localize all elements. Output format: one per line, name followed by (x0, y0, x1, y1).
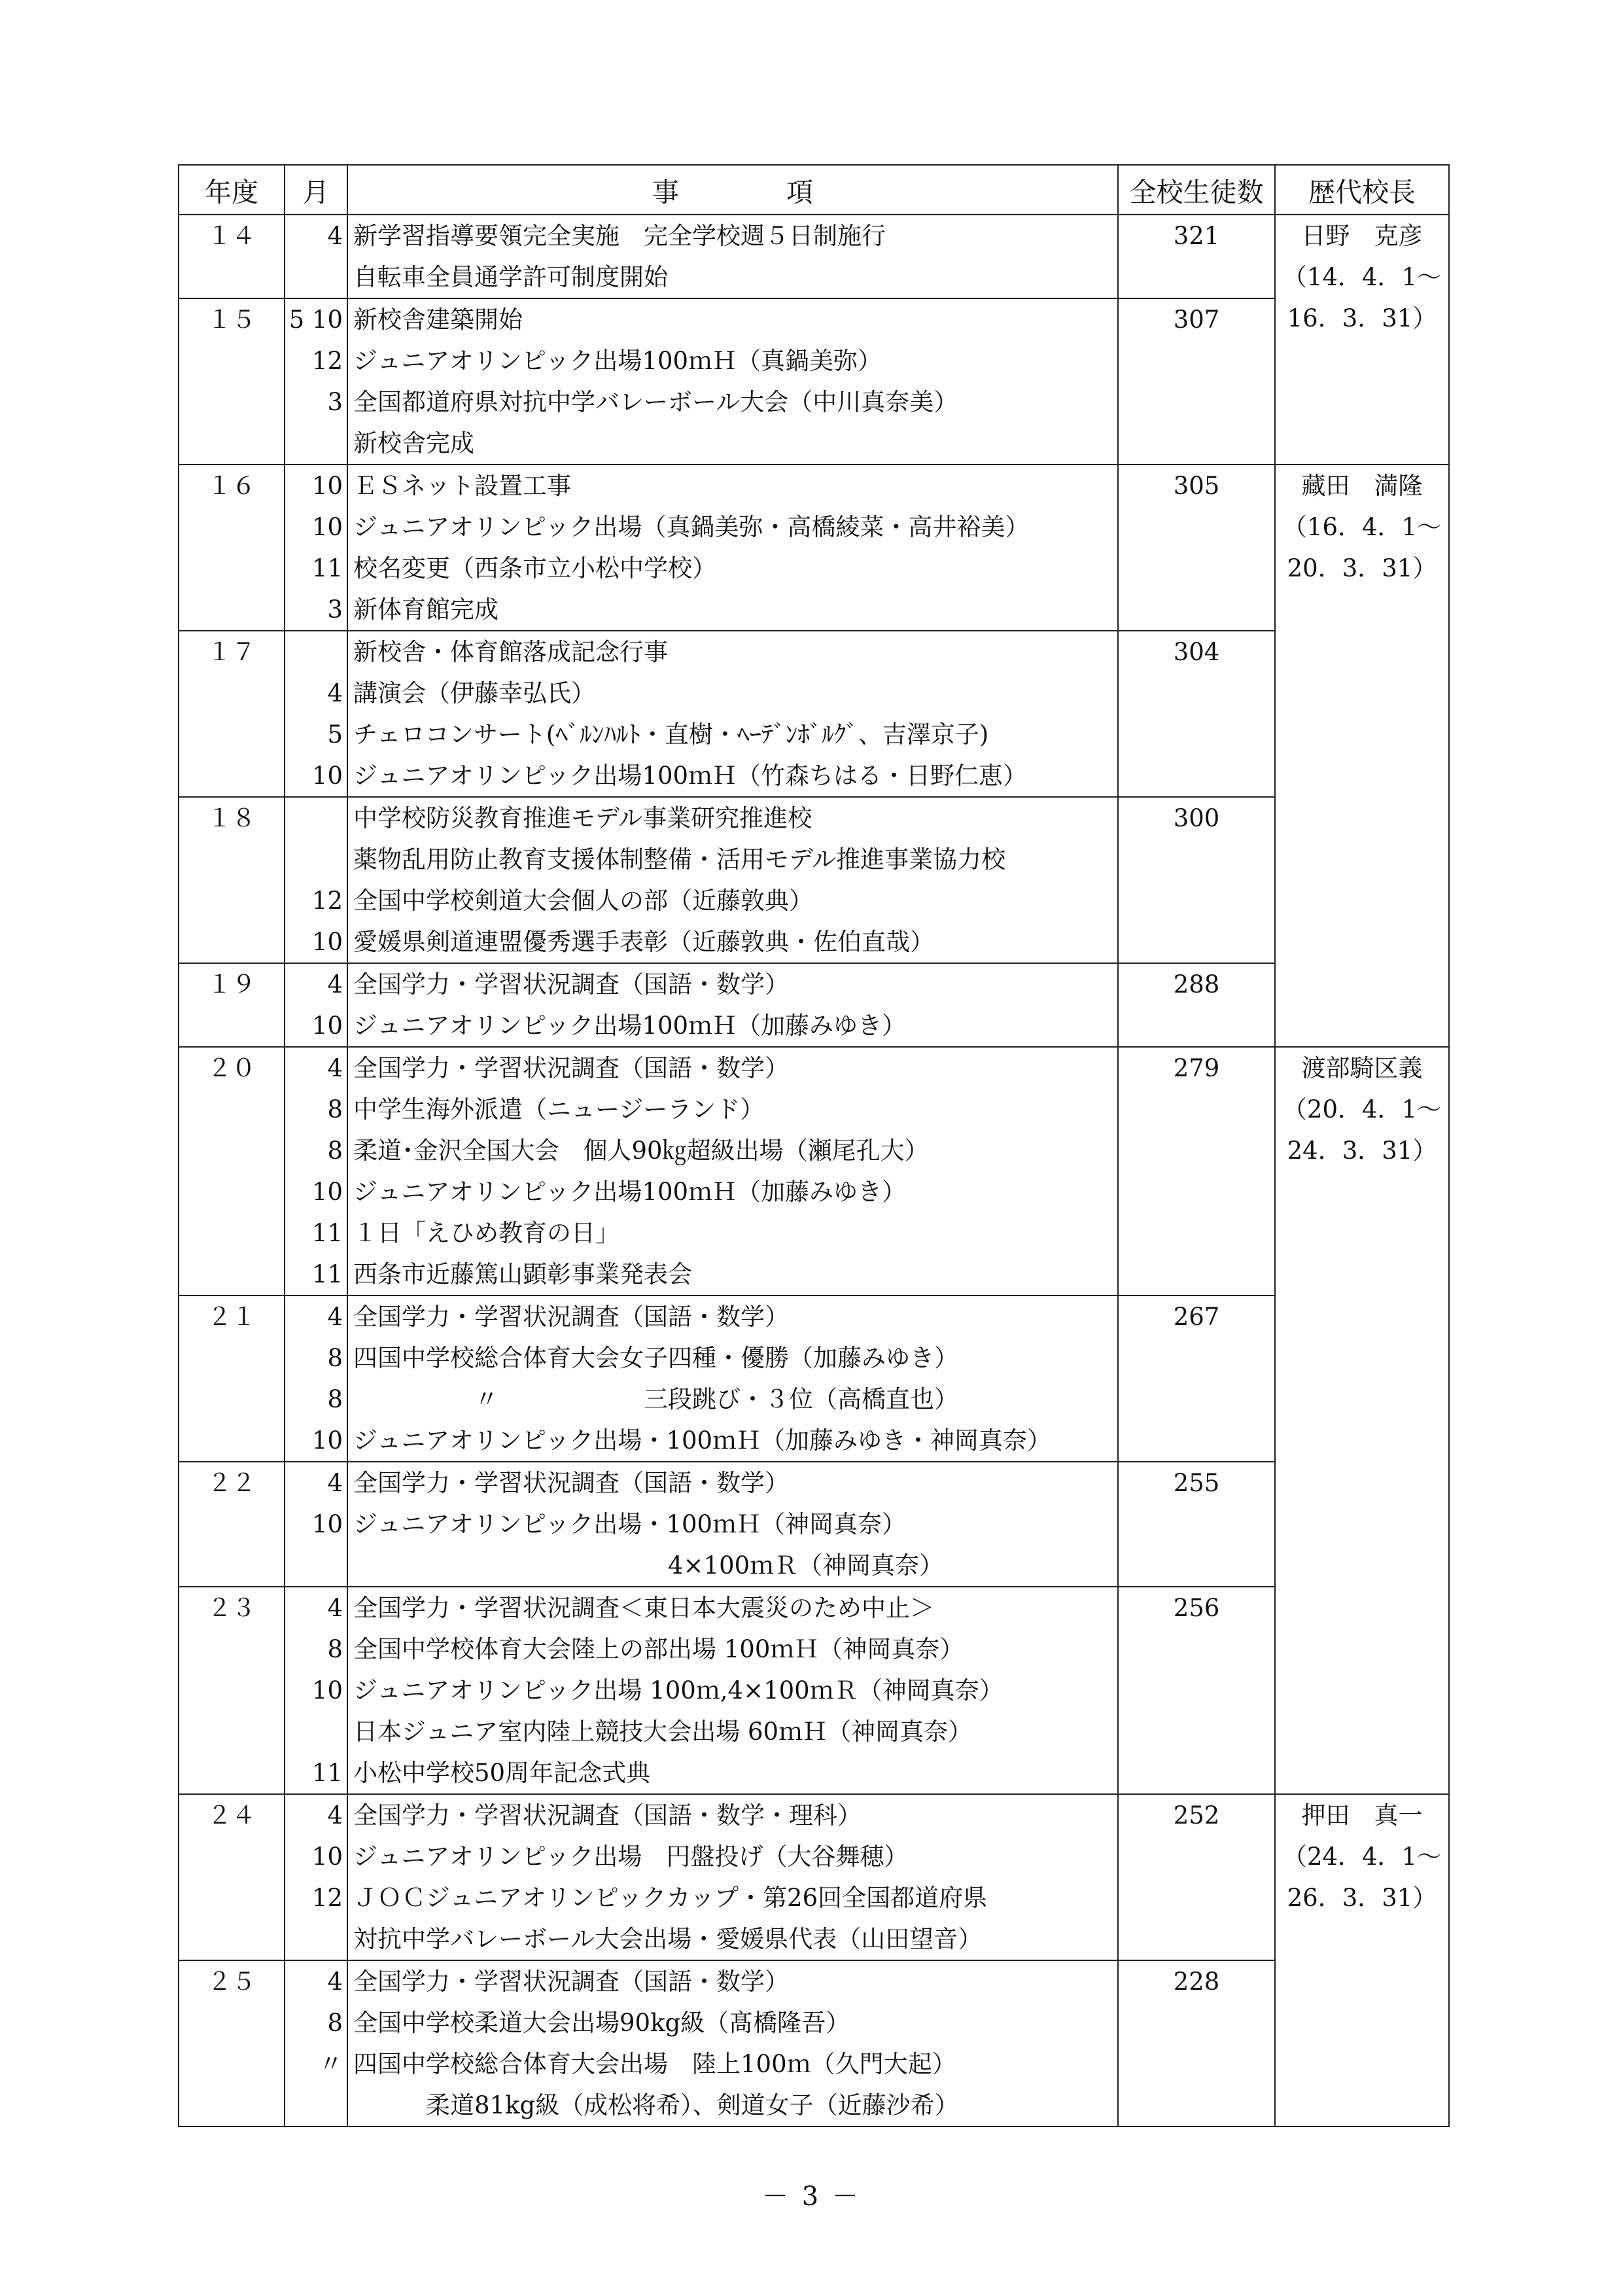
table-row (179, 1296, 1449, 1462)
month-cell (285, 298, 347, 465)
year-cell (179, 215, 285, 298)
month-cell (285, 963, 347, 1047)
month-value: 11 (311, 1219, 343, 1247)
event-line: 全国都道府県対抗中学バレーボール大会（中川真奈美） (353, 388, 958, 416)
month-value: 10 (311, 762, 343, 790)
year-value: ２４ (207, 1801, 256, 1829)
month-value (285, 1711, 347, 1752)
student-count: 305 (1173, 472, 1220, 500)
table-body (179, 215, 1449, 2127)
event-cell (347, 797, 1118, 963)
month-value: 4 (327, 1594, 343, 1622)
event-line: 日本ジュニア室内陸上競技大会出場 60ｍＨ（神岡真奈） (353, 1718, 973, 1746)
principal-term: 20．3．31） (1287, 554, 1437, 582)
table-row (179, 1047, 1449, 1296)
month-value: 3 (327, 388, 343, 416)
month-value (285, 798, 347, 839)
month-value (285, 423, 347, 464)
event-cell (347, 1462, 1118, 1587)
event-line: ジュニアオリンピック出場100ｍＨ（竹森ちはる・日野仁恵） (353, 762, 1028, 790)
month-value (285, 1545, 347, 1586)
event-line: 柔道･金沢全国大会 個人90㎏超級出場（瀬尾孔大） (353, 1137, 929, 1165)
month-value: 11 (311, 554, 343, 582)
principal-cell (1275, 215, 1449, 465)
event-line: 全国中学校柔道大会出場90kg級（髙橋隆吾） (353, 2009, 850, 2037)
principal-term: （24．4．1～ (1282, 1843, 1442, 1871)
event-cell (347, 1960, 1118, 2127)
student-count-cell (1118, 1960, 1275, 2127)
event-line: 中学生海外派遣（ニュージーランド） (353, 1095, 765, 1123)
year-cell (179, 1047, 285, 1296)
month-cell (285, 1587, 347, 1794)
event-line: 講演会（伊藤幸弘氏） (353, 679, 595, 707)
student-count-cell (1118, 1296, 1275, 1462)
student-count-cell (1118, 1047, 1275, 1296)
principal-name: 日野 克彦 (1301, 222, 1423, 250)
month-value: 4 (327, 1054, 343, 1082)
event-line: 全国学力・学習状況調査（国語・数学） (353, 1968, 789, 1996)
table-row (179, 1462, 1449, 1587)
month-value (285, 2085, 347, 2126)
student-count-cell (1118, 1462, 1275, 1587)
month-cell (285, 465, 347, 631)
month-cell (285, 1960, 347, 2127)
student-count: 252 (1173, 1801, 1220, 1829)
month-value (285, 256, 347, 298)
student-count: 256 (1173, 1594, 1220, 1622)
event-cell (347, 465, 1118, 631)
principal-cell (1275, 1047, 1449, 1794)
event-line: 新校舎・体育館落成記念行事 (353, 638, 668, 666)
event-cell (347, 1587, 1118, 1794)
event-line: １日「えひめ教育の日」 (353, 1219, 620, 1247)
event-line: 新校舎建築開始 (353, 306, 523, 334)
month-value: 8 (327, 1344, 343, 1372)
event-line: 薬物乱用防止教育支援体制整備・活用モデル推進事業協力校 (353, 845, 1006, 874)
month-value: 4 (327, 970, 343, 998)
table-row (179, 215, 1449, 298)
header-year: 年度 (179, 165, 285, 215)
month-value: 12 (311, 887, 343, 915)
year-cell (179, 1462, 285, 1587)
month-value: 10 (311, 472, 343, 500)
month-value: 12 (311, 1884, 343, 1912)
principal-term: （16．4．1～ (1282, 513, 1442, 541)
month-value: 10 (311, 513, 343, 541)
year-cell (179, 631, 285, 797)
month-value: 〃 (319, 2050, 343, 2078)
event-line: 四国中学校総合体育大会出場 陸上100ｍ（久門大起） (353, 2050, 956, 2078)
event-line: 全国中学校剣道大会個人の部（近藤敦典） (353, 887, 813, 915)
event-line: 小松中学校50周年記念式典 (353, 1759, 651, 1787)
event-line: ジュニアオリンピック出場・100ｍＨ（神岡真奈） (353, 1510, 907, 1538)
event-line: 全国学力・学習状況調査＜東日本大震災のため中止＞ (353, 1594, 934, 1622)
header-row (179, 165, 1449, 215)
event-line: 四国中学校総合体育大会女子四種・優勝（加藤みゆき） (353, 1344, 958, 1372)
event-line: 柔道81kg級（成松将希）、剣道女子（近藤沙希） (353, 2091, 959, 2119)
month-value: 8 (327, 2009, 343, 2037)
event-line: 4×100ｍＲ（神岡真奈） (353, 1551, 944, 1580)
month-value: 10 (311, 1012, 343, 1040)
event-line: 全国学力・学習状況調査（国語・数学） (353, 970, 789, 998)
year-value: １４ (207, 222, 256, 250)
principal-cell (1275, 465, 1449, 1047)
event-line: 全国学力・学習状況調査（国語・数学・理科） (353, 1801, 862, 1829)
month-value: 12 (311, 347, 343, 375)
table-row (179, 797, 1449, 963)
student-count-cell (1118, 465, 1275, 631)
table-row (179, 465, 1449, 631)
student-count-cell (1118, 797, 1275, 963)
month-cell (285, 215, 347, 298)
year-value: １８ (207, 804, 256, 832)
year-value: ２３ (207, 1594, 256, 1622)
student-count: 304 (1173, 638, 1220, 666)
year-cell (179, 963, 285, 1047)
event-line: ジュニアオリンピック出場 円盤投げ（大谷舞穂） (353, 1843, 909, 1871)
month-value: 10 (311, 1843, 343, 1871)
table-row (179, 1587, 1449, 1794)
month-value (285, 839, 347, 880)
month-cell (285, 797, 347, 963)
event-line: 新体育館完成 (353, 595, 498, 624)
event-line: 愛媛県剣道連盟優秀選手表彰（近藤敦典・佐伯直哉） (353, 928, 934, 956)
year-value: １６ (207, 472, 256, 500)
year-cell (179, 1587, 285, 1794)
month-value: 10 (311, 928, 343, 956)
month-cell (285, 1047, 347, 1296)
page-number: － 3 － (762, 2181, 861, 2212)
student-count: 228 (1173, 1968, 1220, 1996)
student-count-cell (1118, 631, 1275, 797)
month-cell (285, 631, 347, 797)
month-value: 11 (311, 1759, 343, 1787)
table-row (179, 963, 1449, 1047)
event-cell (347, 963, 1118, 1047)
event-cell (347, 1794, 1118, 1960)
principal-name: 押田 真一 (1301, 1801, 1423, 1829)
table-row (179, 1960, 1449, 2127)
month-value: 4 (327, 222, 343, 250)
year-cell (179, 465, 285, 631)
month-value: 8 (327, 1095, 343, 1123)
student-count: 279 (1173, 1054, 1220, 1082)
principal-term: 26．3．31） (1287, 1884, 1437, 1912)
student-count-cell (1118, 963, 1275, 1047)
header-principal: 歴代校長 (1275, 165, 1449, 215)
year-value: １５ (207, 306, 256, 334)
event-line: 校名変更（西条市立小松中学校） (353, 554, 716, 582)
event-line: 新学習指導要領完全実施 完全学校週５日制施行 (353, 222, 886, 250)
student-count: 300 (1173, 804, 1220, 832)
event-line: ＪＯＣジュニアオリンピックカップ・第26回全国都道府県 (353, 1884, 988, 1912)
student-count: 321 (1173, 222, 1220, 250)
year-value: ２１ (207, 1303, 256, 1331)
event-line: 新校舎完成 (353, 429, 474, 457)
year-cell (179, 1960, 285, 2127)
month-value: 4 (327, 1469, 343, 1497)
year-value: ２０ (207, 1054, 256, 1082)
event-line: 全国学力・学習状況調査（国語・数学） (353, 1303, 789, 1331)
month-value: 8 (327, 1137, 343, 1165)
event-line: 自転車全員通学許可制度開始 (353, 263, 668, 291)
event-line: ジュニアオリンピック出場100ｍＨ（加藤みゆき） (353, 1178, 907, 1206)
month-value (285, 1918, 347, 1960)
month-value: 4 (327, 1303, 343, 1331)
event-line: ジュニアオリンピック出場100ｍＨ（真鍋美弥） (353, 347, 882, 375)
event-line: ジュニアオリンピック出場（真鍋美弥・高橋綾菜・高井裕美） (353, 513, 1030, 541)
month-value: 10 (311, 1178, 343, 1206)
student-count-cell (1118, 1587, 1275, 1794)
event-line: 全国学力・学習状況調査（国語・数学） (353, 1469, 789, 1497)
month-cell (285, 1462, 347, 1587)
event-line: 中学校防災教育推進モデル事業研究推進校 (353, 804, 812, 832)
event-line: ＥＳネット設置工事 (353, 472, 571, 500)
month-cell (285, 1794, 347, 1960)
month-value: 5 10 (288, 306, 343, 334)
month-value: 4 (327, 1801, 343, 1829)
year-value: １７ (207, 638, 256, 666)
month-value: 5 (327, 720, 343, 749)
table-row (179, 631, 1449, 797)
event-cell (347, 1047, 1118, 1296)
principal-term: （14．4．1～ (1282, 263, 1442, 291)
student-count-cell (1118, 1794, 1275, 1960)
year-cell (179, 797, 285, 963)
month-value: 8 (327, 1635, 343, 1663)
month-value (285, 631, 347, 673)
principal-term: （20．4．1～ (1282, 1095, 1442, 1123)
principal-term: 24．3．31） (1287, 1137, 1437, 1165)
header-event: 事 項 (347, 165, 1118, 215)
year-value: ２５ (207, 1968, 256, 1996)
student-count-cell (1118, 298, 1275, 465)
month-value: 8 (327, 1385, 343, 1413)
month-value: 11 (311, 1260, 343, 1288)
month-value: 3 (327, 595, 343, 624)
year-value: ２２ (207, 1469, 256, 1497)
month-value: 10 (311, 1510, 343, 1538)
event-line: ジュニアオリンピック出場 100ｍ,4×100ｍＲ（神岡真奈） (353, 1676, 1003, 1704)
table-row (179, 298, 1449, 465)
month-value: 4 (327, 679, 343, 707)
event-line: チェロコンサート(ﾍﾞﾙﾝﾊﾙﾄ・直樹・ﾍｰﾃﾞﾝﾎﾞﾙｸﾞ、吉澤京子) (353, 720, 989, 749)
student-count: 307 (1173, 306, 1220, 334)
event-cell (347, 298, 1118, 465)
year-value: １９ (207, 970, 256, 998)
year-cell (179, 298, 285, 465)
table-row (179, 1794, 1449, 1960)
event-line: ジュニアオリンピック出場100ｍＨ（加藤みゆき） (353, 1012, 907, 1040)
event-line: 全国学力・学習状況調査（国語・数学） (353, 1054, 789, 1082)
header-month: 月 (285, 165, 347, 215)
month-cell (285, 1296, 347, 1462)
history-table (178, 164, 1450, 2127)
header-students: 全校生徒数 (1118, 165, 1275, 215)
principal-name: 藏田 満隆 (1301, 472, 1423, 500)
year-cell (179, 1296, 285, 1462)
event-cell (347, 631, 1118, 797)
principal-term: 16．3．31） (1287, 304, 1437, 332)
event-line: 〃 三段跳び・３位（高橋直也） (353, 1385, 958, 1413)
student-count: 267 (1173, 1303, 1220, 1331)
event-line: ジュニアオリンピック出場・100ｍＨ（加藤みゆき・神岡真奈） (353, 1426, 1052, 1455)
month-value: 10 (311, 1426, 343, 1455)
event-cell (347, 215, 1118, 298)
student-count: 288 (1173, 970, 1220, 998)
student-count: 255 (1173, 1469, 1220, 1497)
principal-cell (1275, 1794, 1449, 2127)
event-line: 西条市近藤篤山顕彰事業発表会 (353, 1260, 692, 1288)
month-value: 4 (327, 1968, 343, 1996)
principal-name: 渡部騎区義 (1301, 1054, 1423, 1082)
event-line: 対抗中学バレーボール大会出場・愛媛県代表（山田望音） (353, 1925, 983, 1953)
event-cell (347, 1296, 1118, 1462)
year-cell (179, 1794, 285, 1960)
student-count-cell (1118, 215, 1275, 298)
month-value: 10 (311, 1676, 343, 1704)
event-line: 全国中学校体育大会陸上の部出場 100ｍＨ（神岡真奈） (353, 1635, 964, 1663)
